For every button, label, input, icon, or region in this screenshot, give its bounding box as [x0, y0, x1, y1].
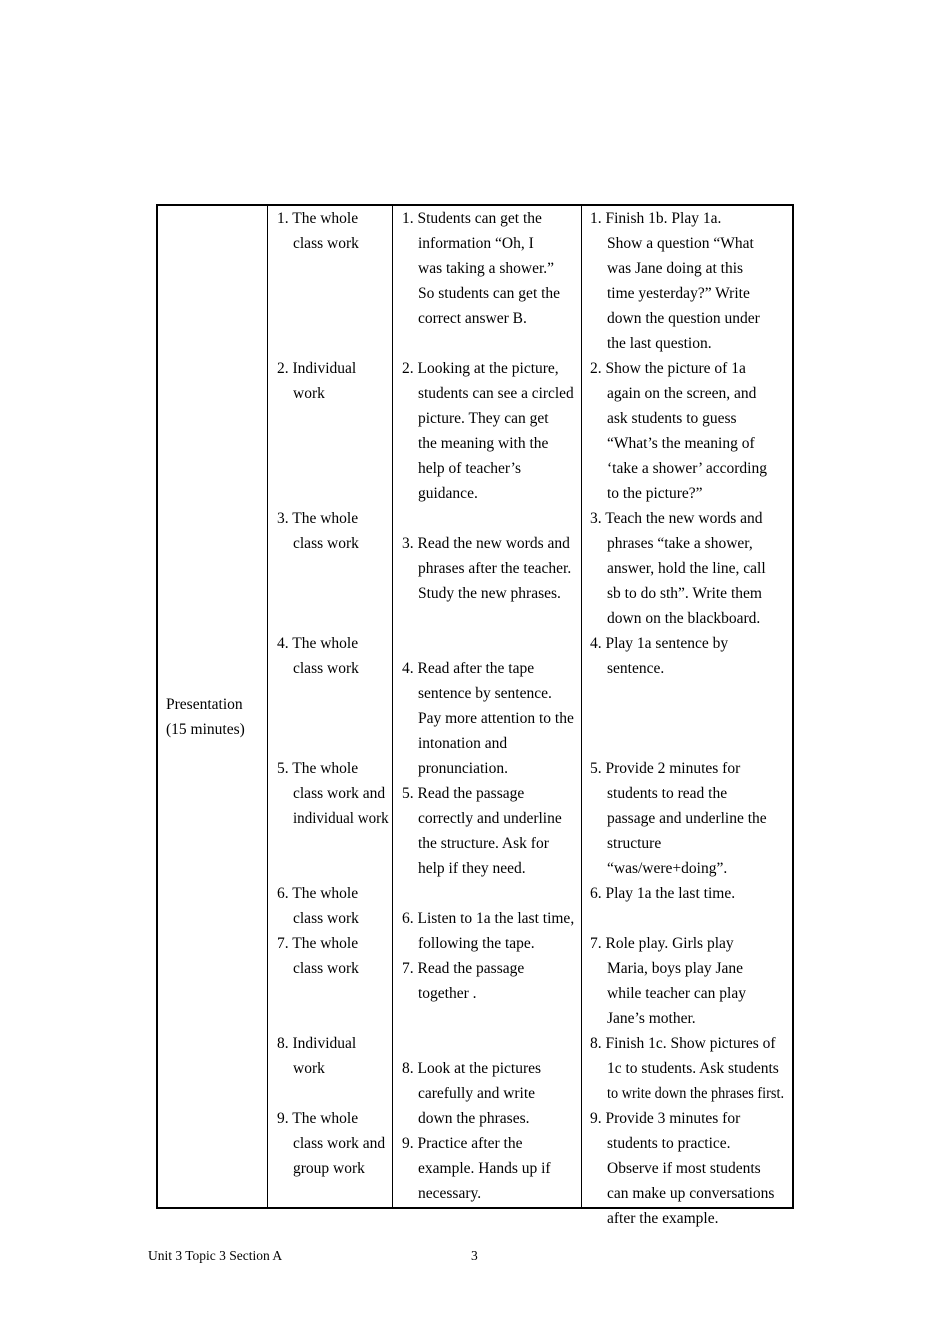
teacher-activity-line: phrases “take a shower,: [607, 535, 753, 552]
form-line: work: [293, 1060, 325, 1077]
student-activity-line: Pay more attention to the: [418, 710, 574, 727]
teacher-activity-line: 4. Play 1a sentence by: [590, 635, 729, 652]
student-activity-line: students can see a circled: [418, 385, 574, 402]
student-activity-line: So students can get the: [418, 285, 561, 302]
form-line: 5. The whole: [277, 760, 359, 777]
teacher-activity-line: 1c to students. Ask students: [607, 1060, 779, 1077]
student-activity-line: pronunciation.: [418, 760, 508, 777]
teacher-activity-line: students to practice.: [607, 1135, 731, 1152]
student-activity-line: carefully and write: [418, 1085, 536, 1102]
student-activity-line: 4. Read after the tape: [402, 660, 535, 677]
teacher-activity-line: answer, hold the line, call: [607, 560, 766, 577]
stage-name: Presentation: [166, 696, 243, 713]
student-activity-line: the meaning with the: [418, 435, 549, 452]
teacher-activity-line: down the question under: [607, 310, 760, 327]
form-line: class work and: [293, 785, 386, 802]
teacher-activity-line: “What’s the meaning of: [607, 435, 755, 452]
student-activity-line: following the tape.: [418, 935, 535, 952]
teacher-activity-line: Jane’s mother.: [607, 1010, 696, 1027]
form-line: class work: [293, 535, 359, 552]
form-line: 4. The whole: [277, 635, 359, 652]
form-line: class work: [293, 660, 359, 677]
student-activity-line: together .: [418, 985, 477, 1002]
form-line: class work: [293, 910, 359, 927]
teacher-activity-line: 3. Teach the new words and: [590, 510, 763, 527]
page-number: 3: [471, 1248, 478, 1263]
student-activity-line: correct answer B.: [418, 310, 527, 327]
form-line: 9. The whole: [277, 1110, 359, 1127]
teacher-activity-line: “was/were+doing”.: [607, 860, 728, 877]
student-activity-line: 9. Practice after the: [402, 1135, 523, 1152]
teacher-activity-line: sb to do sth”. Write them: [607, 585, 762, 602]
student-activity-line: 3. Read the new words and: [402, 535, 570, 552]
footer-section: Unit 3 Topic 3 Section A: [148, 1248, 283, 1263]
student-activity-line: the structure. Ask for: [418, 835, 549, 852]
form-line: 6. The whole: [277, 885, 359, 902]
student-activity-line: correctly and underline: [418, 810, 562, 827]
form-line: class work: [293, 960, 359, 977]
teacher-activity-line: ‘take a shower’ according: [607, 460, 767, 477]
form-line: work: [293, 385, 325, 402]
student-activity-line: help of teacher’s: [418, 460, 521, 477]
form-line: group work: [293, 1160, 365, 1177]
student-activity-line: 1. Students can get the: [402, 210, 542, 227]
teacher-activity-line: sentence.: [607, 660, 665, 677]
column-divider: [392, 204, 393, 1209]
teacher-activity-line: after the example.: [607, 1210, 719, 1227]
form-line: 8. Individual: [277, 1035, 357, 1052]
student-activity-line: phrases after the teacher.: [418, 560, 572, 577]
teacher-activity-line: to write down the phrases first.: [607, 1085, 785, 1102]
student-activity-line: guidance.: [418, 485, 478, 502]
teacher-activity-line: Show a question “What: [607, 235, 754, 252]
student-activity-line: necessary.: [418, 1185, 482, 1202]
teacher-activity-line: ask students to guess: [607, 410, 737, 427]
column-divider: [267, 204, 268, 1209]
teacher-activity-line: Maria, boys play Jane: [607, 960, 744, 977]
student-activity-line: help if they need.: [418, 860, 526, 877]
student-activity-line: 7. Read the passage: [402, 960, 525, 977]
teacher-activity-line: can make up conversations: [607, 1185, 775, 1202]
teacher-activity-line: students to read the: [607, 785, 728, 802]
student-activity-line: sentence by sentence.: [418, 685, 552, 702]
teacher-activity-line: passage and underline the: [607, 810, 767, 827]
form-line: class work and: [293, 1135, 386, 1152]
stage-duration: (15 minutes): [166, 721, 245, 738]
teacher-activity-line: was Jane doing at this: [607, 260, 744, 277]
teacher-activity-line: 6. Play 1a the last time.: [590, 885, 736, 902]
teacher-activity-line: 2. Show the picture of 1a: [590, 360, 746, 377]
form-line: 3. The whole: [277, 510, 359, 527]
form-line: 1. The whole: [277, 210, 359, 227]
teacher-activity-line: 7. Role play. Girls play: [590, 935, 734, 952]
student-activity-line: 2. Looking at the picture,: [402, 360, 559, 377]
student-activity-line: Study the new phrases.: [418, 585, 561, 602]
student-activity-line: intonation and: [418, 735, 508, 752]
student-activity-line: 5. Read the passage: [402, 785, 525, 802]
form-line: 7. The whole: [277, 935, 359, 952]
teacher-activity-line: down on the blackboard.: [607, 610, 761, 627]
teacher-activity-line: time yesterday?” Write: [607, 285, 750, 302]
teacher-activity-line: the last question.: [607, 335, 712, 352]
teacher-activity-line: 5. Provide 2 minutes for: [590, 760, 741, 777]
column-divider: [581, 204, 582, 1209]
teacher-activity-line: 1. Finish 1b. Play 1a.: [590, 210, 722, 227]
teacher-activity-line: Observe if most students: [607, 1160, 761, 1177]
student-activity-line: was taking a shower.”: [418, 260, 555, 277]
student-activity-line: 6. Listen to 1a the last time,: [402, 910, 575, 927]
form-line: individual work: [293, 810, 389, 827]
teacher-activity-line: while teacher can play: [607, 985, 746, 1002]
teacher-activity-line: to the picture?”: [607, 485, 703, 502]
form-line: 2. Individual: [277, 360, 357, 377]
teacher-activity-line: structure: [607, 835, 662, 852]
teacher-activity-line: again on the screen, and: [607, 385, 757, 402]
student-activity-line: down the phrases.: [418, 1110, 530, 1127]
student-activity-line: information “Oh, I: [418, 235, 534, 252]
teacher-activity-line: 9. Provide 3 minutes for: [590, 1110, 741, 1127]
form-line: class work: [293, 235, 359, 252]
stage-cell: [166, 692, 245, 742]
student-activity-line: picture. They can get: [418, 410, 549, 427]
student-activity-line: example. Hands up if: [418, 1160, 551, 1177]
student-activity-line: 8. Look at the pictures: [402, 1060, 542, 1077]
teacher-activity-line: 8. Finish 1c. Show pictures of: [590, 1035, 776, 1052]
